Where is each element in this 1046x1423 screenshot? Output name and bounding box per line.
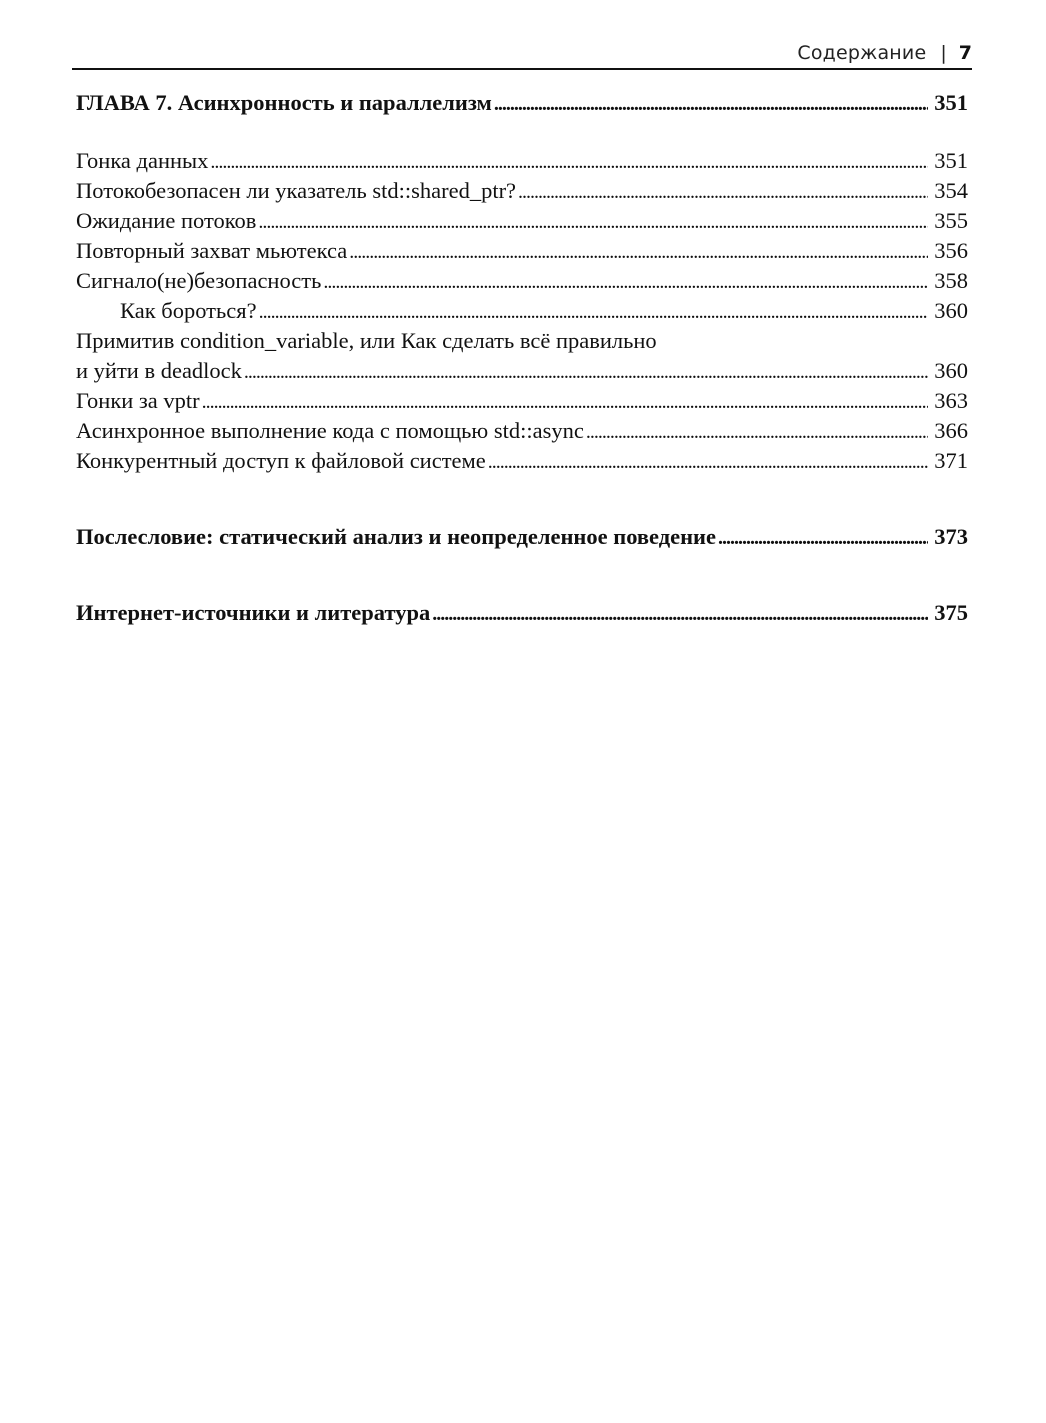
toc-entry-label: Конкурентный доступ к файловой системе bbox=[76, 448, 486, 473]
toc-entry-vptr-races[interactable] bbox=[76, 386, 968, 416]
toc-leader-dots bbox=[488, 446, 928, 477]
toc-entry-label: Примитив condition_variable, или Как сделать всё правильно bbox=[76, 328, 657, 353]
toc-entry-condition-variable-line1[interactable] bbox=[76, 326, 968, 356]
toc-entry-label: Асинхронное выполнение кода с помощью std::async bbox=[76, 418, 584, 443]
running-header-title: Содержание bbox=[797, 42, 927, 64]
running-header-separator: | bbox=[940, 42, 947, 64]
toc-entry-label: Как бороться? bbox=[120, 298, 257, 323]
toc-leader-dots bbox=[718, 522, 928, 553]
toc-leader-dots bbox=[349, 236, 928, 267]
toc-chapter-page: 351 bbox=[934, 90, 968, 115]
toc-entry-condition-variable[interactable] bbox=[76, 356, 968, 386]
toc-entry-mutex-relock[interactable] bbox=[76, 236, 968, 266]
toc-leader-dots bbox=[258, 206, 928, 237]
toc-entry-label: Гонка данных bbox=[76, 148, 209, 173]
table-of-contents bbox=[76, 88, 968, 628]
toc-afterword-title: Послесловие: статический анализ и неопределенное поведение bbox=[76, 524, 717, 549]
toc-entry-page: 366 bbox=[934, 418, 968, 443]
toc-leader-dots bbox=[518, 176, 928, 207]
toc-entry-std-async[interactable] bbox=[76, 416, 968, 446]
toc-entry-label: Ожидание потоков bbox=[76, 208, 257, 233]
toc-leader-dots bbox=[210, 146, 928, 177]
toc-entry-page: 358 bbox=[934, 268, 968, 293]
toc-chapter-title: ГЛАВА 7. Асинхронность и параллелизм bbox=[76, 90, 492, 115]
toc-leader-dots bbox=[244, 356, 928, 387]
toc-afterword-page: 373 bbox=[934, 524, 968, 549]
toc-entry-label: и уйти в deadlock bbox=[76, 358, 242, 383]
toc-references[interactable] bbox=[76, 598, 968, 628]
toc-chapter-7[interactable] bbox=[76, 88, 968, 118]
toc-entry-waiting-threads[interactable] bbox=[76, 206, 968, 236]
running-header bbox=[72, 38, 972, 70]
toc-entry-page: 356 bbox=[934, 238, 968, 263]
toc-entry-data-race[interactable] bbox=[76, 146, 968, 176]
toc-entry-page: 360 bbox=[934, 298, 968, 323]
toc-leader-dots bbox=[259, 296, 928, 327]
toc-entry-label: Гонки за vptr bbox=[76, 388, 200, 413]
toc-entry-page: 355 bbox=[934, 208, 968, 233]
toc-entry-page: 363 bbox=[934, 388, 968, 413]
toc-references-page: 375 bbox=[934, 600, 968, 625]
running-header-page-number: 7 bbox=[958, 42, 972, 64]
toc-entry-label: Потокобезопасен ли указатель std::shared_ptr? bbox=[76, 178, 517, 203]
toc-entry-filesystem-access[interactable] bbox=[76, 446, 968, 476]
toc-entry-page: 371 bbox=[934, 448, 968, 473]
toc-leader-dots bbox=[202, 386, 928, 417]
toc-entry-shared-ptr[interactable] bbox=[76, 176, 968, 206]
toc-leader-dots bbox=[586, 416, 928, 447]
toc-leader-dots bbox=[494, 88, 928, 119]
toc-entry-page: 351 bbox=[934, 148, 968, 173]
toc-references-title: Интернет-источники и литература bbox=[76, 600, 431, 625]
toc-afterword[interactable] bbox=[76, 522, 968, 552]
toc-leader-dots bbox=[432, 598, 928, 629]
toc-entry-signal-safety[interactable] bbox=[76, 266, 968, 296]
toc-entry-page: 354 bbox=[934, 178, 968, 203]
toc-entry-page: 360 bbox=[934, 358, 968, 383]
toc-subentry-how-to-fight[interactable] bbox=[76, 296, 968, 326]
toc-leader-dots bbox=[323, 266, 928, 297]
toc-entry-label: Повторный захват мьютекса bbox=[76, 238, 348, 263]
toc-entry-label: Сигнало(не)безопасность bbox=[76, 268, 322, 293]
